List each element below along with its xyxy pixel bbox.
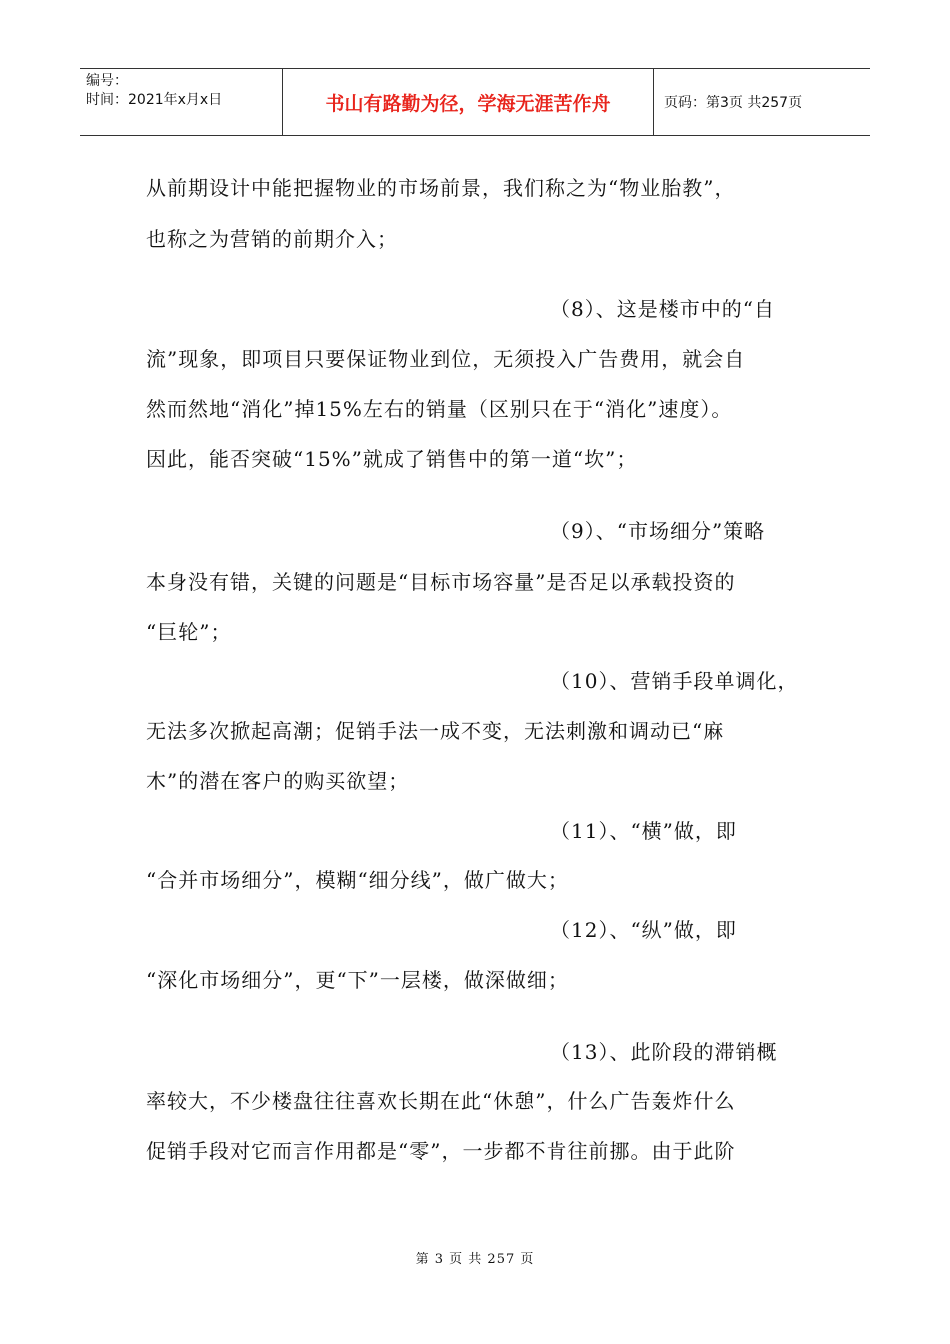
body-line: （8）、这是楼市中的“自 [550, 297, 775, 321]
body-line: 流”现象，即项目只要保证物业到位，无须投入广告费用，就会自 [146, 347, 746, 371]
body-line: （11）、“横”做，即 [550, 819, 737, 843]
page-footer: 第 3 页 共 257 页 [415, 1252, 535, 1267]
body-line: 也称之为营销的前期介入； [146, 227, 398, 251]
body-line: 木”的潜在客户的购买欲望； [146, 769, 410, 793]
body-line: “合并市场细分”，模糊“细分线”，做广做大； [146, 868, 569, 892]
header-meta [80, 69, 282, 135]
body-line: 本身没有错，关键的问题是“目标市场容量”是否足以承载投资的 [146, 570, 736, 594]
body-line: （13）、此阶段的滞销概 [550, 1040, 778, 1064]
body-line: 促销手段对它而言作用都是“零”，一步都不肯往前挪。由于此阶 [146, 1139, 736, 1163]
body-line: （9）、“市场细分”策略 [550, 519, 766, 543]
date-label: 时间：2021年x月x日 [86, 92, 223, 108]
body-line: “巨轮”； [146, 620, 232, 644]
body-line: “深化市场细分”，更“下”一层楼，做深做细； [146, 968, 569, 992]
body-line: 无法多次掀起高潮；促销手法一成不变，无法刺激和调动已“麻 [146, 719, 725, 743]
body-line: 从前期设计中能把握物业的市场前景，我们称之为“物业胎教”， [146, 176, 736, 200]
body-line: 因此，能否突破“15%”就成了销售中的第一道“坎”； [146, 447, 638, 471]
body-line: 然而然地“消化”掉15%左右的销量（区别只在于“消化”速度）。 [146, 397, 733, 421]
code-label: 编号： [86, 73, 128, 89]
header-motto: 书山有路勤为径，学海无涯苦作舟 [282, 69, 654, 135]
header-page-info: 页码：第3页 共257页 [664, 95, 803, 111]
body-line: （12）、“纵”做，即 [550, 918, 737, 942]
page-header [80, 68, 870, 136]
body-line: （10）、营销手段单调化， [550, 669, 799, 693]
body-line: 率较大，不少楼盘往往喜欢长期在此“休憩”，什么广告轰炸什么 [146, 1089, 736, 1113]
